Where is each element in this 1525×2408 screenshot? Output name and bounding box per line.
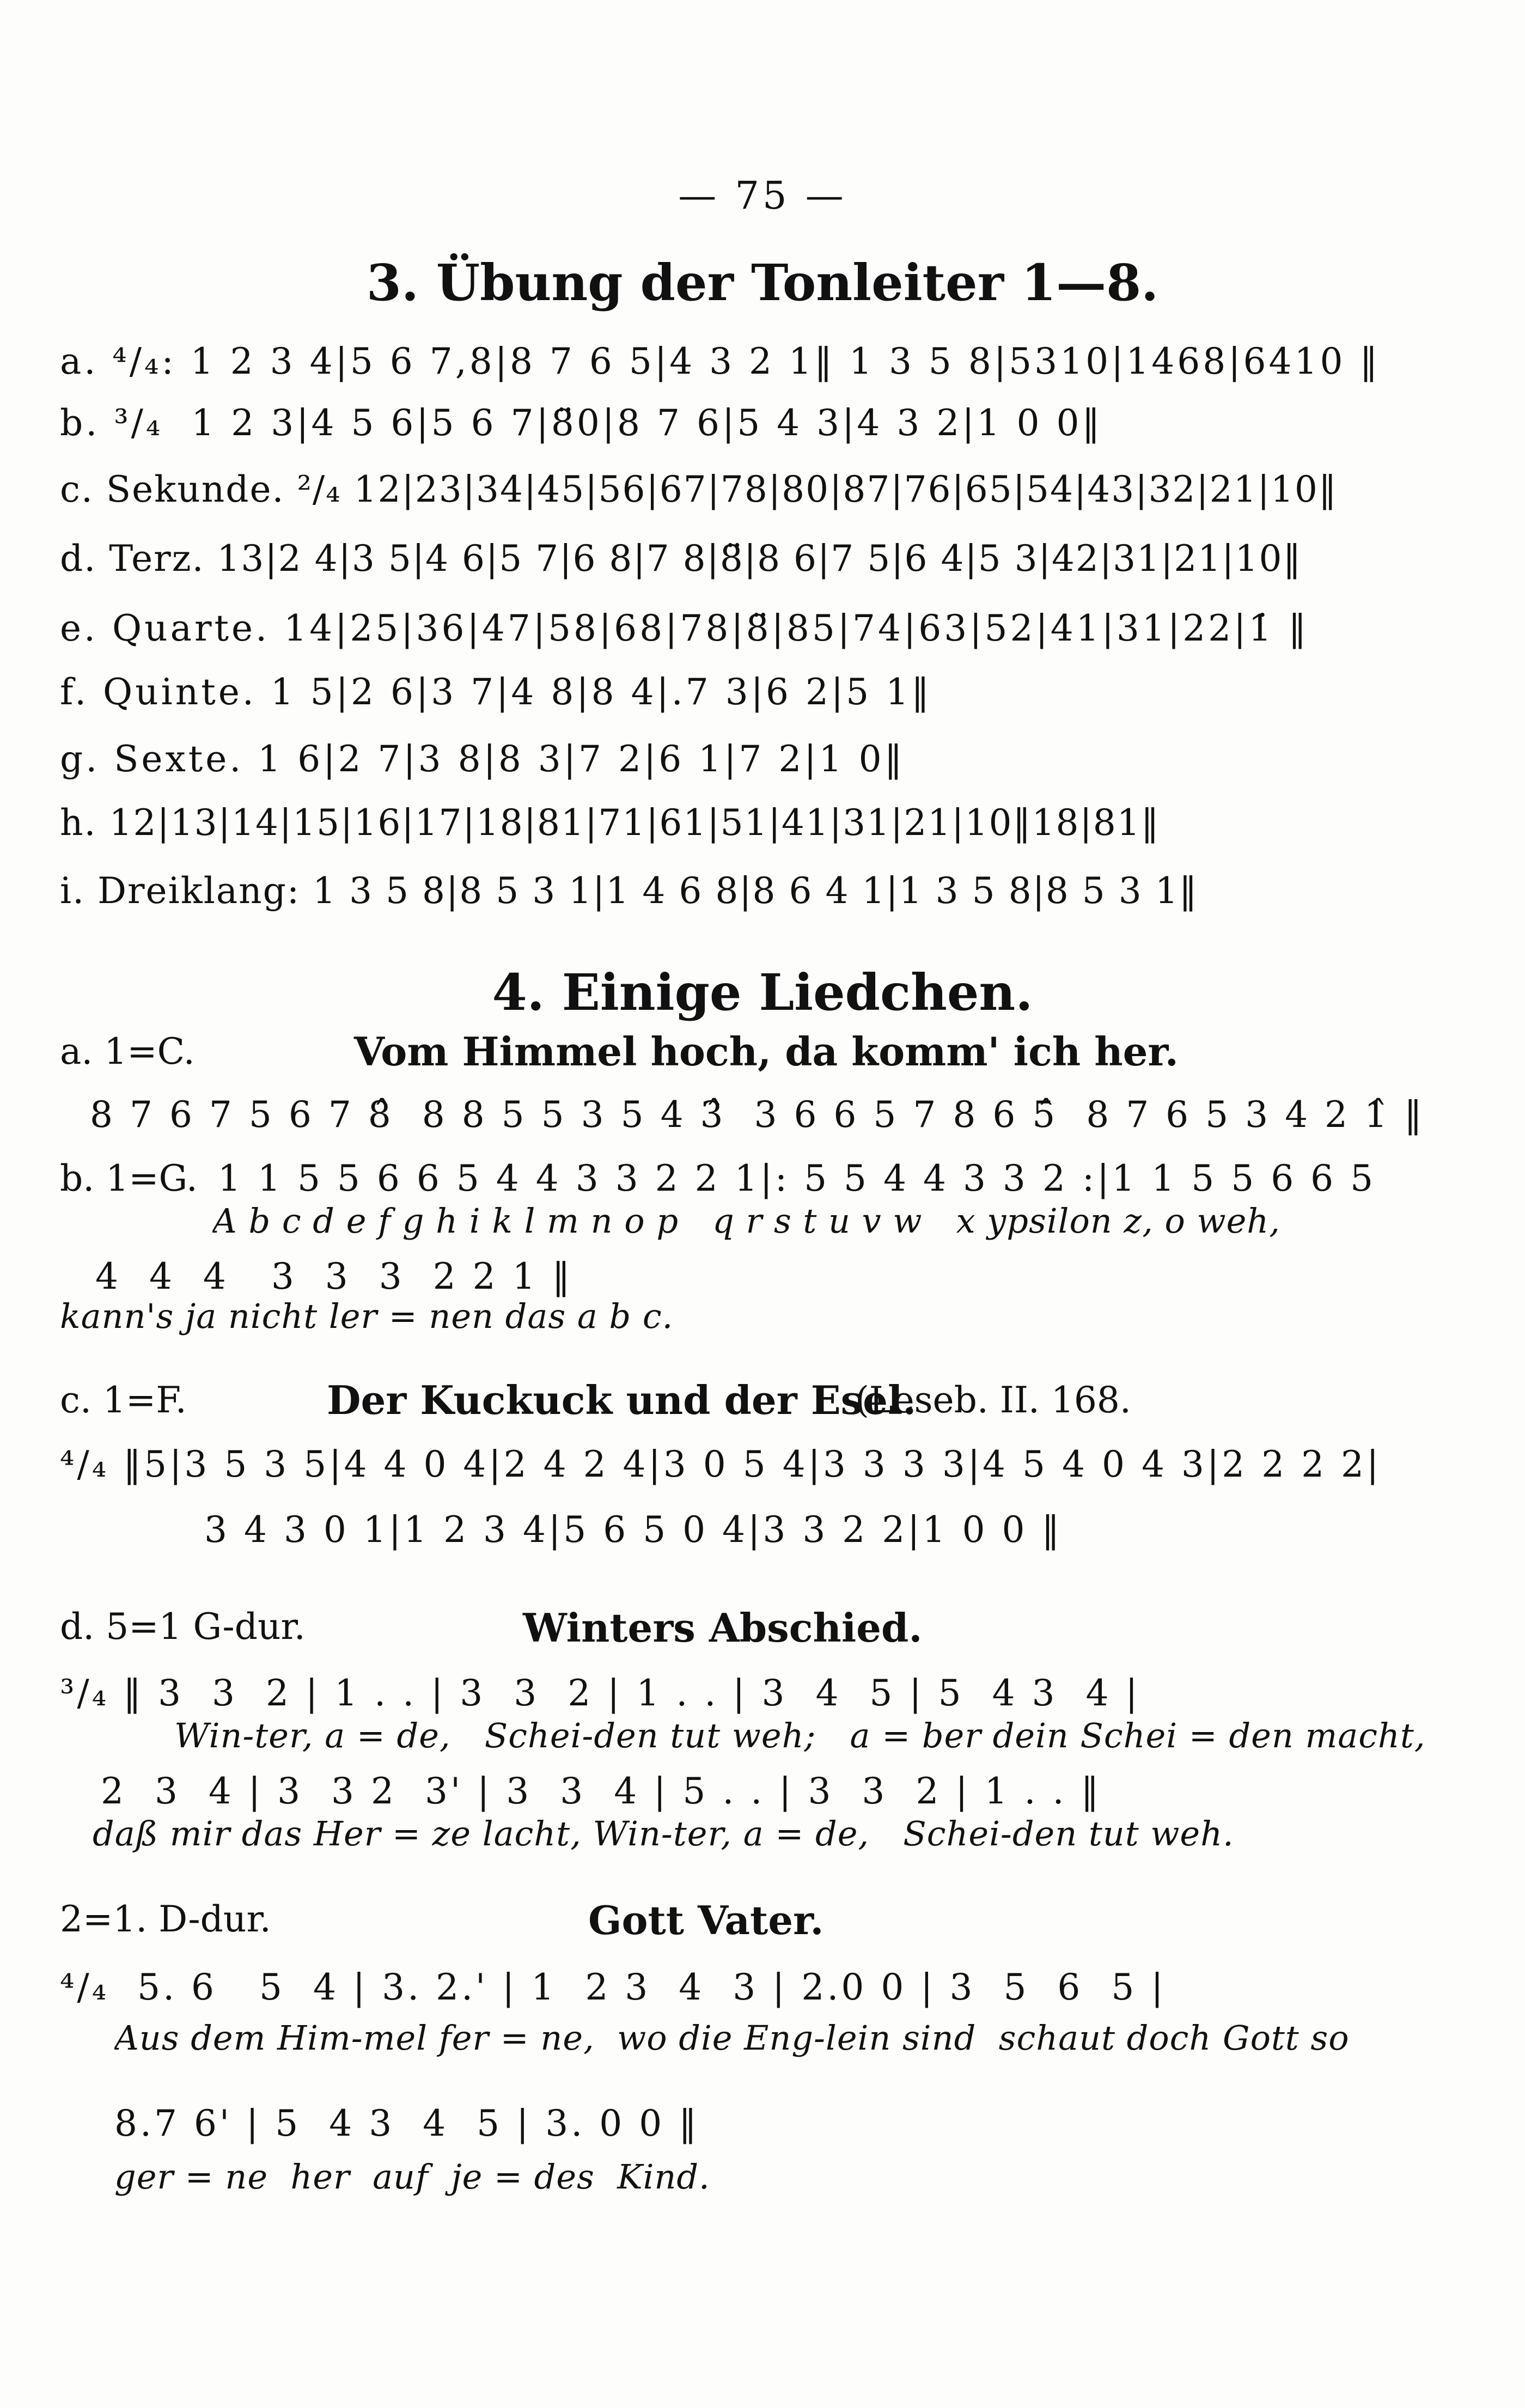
song-b-lyrics-2: kann's ja nicht ler = nen das a b c. (60, 1296, 674, 1336)
scale-exercise-g: g. Sexte. 1 6|2 7|3 8|8 3|7 2|6 1|7 2|1 0‖ (60, 738, 905, 780)
song-e-notes-1: ⁴/₄ 5. 6 5 4 | 3. 2.' | 1 2 3 4 3 | 2.0 0 | 3 5 6 5 | (60, 1966, 1166, 2008)
song-b-lyrics-1: A b c d e f g h i k l m n o p q r s t u v w x ypsilon z, o weh, (212, 1201, 1280, 1241)
song-d-lyrics-1: Win-ter, a = de, Schei-den tut weh; a = ber dein Schei = den macht, (174, 1716, 1426, 1755)
scale-exercise-a: a. ⁴/₄: 1 2 3 4|5 6 7,8|8 7 6 5|4 3 2 1‖ 1 3 5 8|5310|1468|6410 ‖ (60, 340, 1381, 382)
page-number: — 75 — (678, 173, 847, 218)
song-e-notes-2: 8.7 6' | 5 4 3 4 5 | 3. 0 0 ‖ (114, 2102, 700, 2144)
song-d-notes-2: 2 3 4 | 3 3 2 3' | 3 3 4 | 5 . . | 3 3 2 | 1 . . ‖ (101, 1770, 1102, 1812)
song-e-label: 2=1. D-dur. (60, 1898, 271, 1940)
song-d-lyrics-2: daß mir das Her = ze lacht, Win-ter, a = de, Schei-den tut weh. (93, 1814, 1234, 1854)
song-c-reference: (Leseb. II. 168. (855, 1379, 1131, 1421)
song-d-notes-1: ³/₄ ‖ 3 3 2 | 1 . . | 3 3 2 | 1 . . | 3 4 5 | 5 4 3 4 | (60, 1672, 1140, 1714)
section-4-heading: 4. Einige Liedchen. (492, 963, 1033, 1022)
section-3-heading: 3. Übung der Tonleiter 1—8. (366, 253, 1159, 312)
song-b-notes-1: 1 1 5 5 6 6 5 4 4 3 3 2 2 1|: 5 5 4 4 3 3 2 :|1 1 5 5 6 6 5 (218, 1157, 1376, 1199)
song-c-label: c. 1=F. (60, 1379, 187, 1421)
scale-exercise-i: i. Dreiklang: 1 3 5 8|8 5 3 1|1 4 6 8|8 6 4 1|1 3 5 8|8 5 3 1‖ (60, 870, 1198, 912)
song-e-lyrics-1: Aus dem Him-mel fer = ne, wo die Eng-lein sind schaut doch Gott so (114, 2018, 1350, 2058)
scale-exercise-h: h. 12|13|14|15|16|17|18|81|71|61|51|41|31|21|10‖18|81‖ (60, 802, 1160, 844)
scale-exercise-d: d. Terz. 13|2 4|3 5|4 6|5 7|6 8|7 8|8̈|8 6|7 5|6 4|5 3|42|31|21|10‖ (60, 538, 1302, 580)
song-c-title: Der Kuckuck und der Esel. (327, 1377, 917, 1423)
scale-exercise-c: c. Sekunde. ²/₄ 12|23|34|45|56|67|78|80|87|76|65|54|43|32|21|10‖ (60, 468, 1338, 510)
song-d-title: Winters Abschied. (523, 1605, 923, 1651)
song-e-lyrics-2: ger = ne her auf je = des Kind. (114, 2157, 710, 2197)
song-d-label: d. 5=1 G-dur. (60, 1606, 306, 1648)
song-e-title: Gott Vater. (588, 1897, 824, 1943)
scale-exercise-e: e. Quarte. 14|25|36|47|58|68|78|8̈|85|74|63|52|41|31|22|1̇ ‖ (60, 607, 1309, 649)
song-a-title: Vom Himmel hoch, da komm' ich her. (354, 1028, 1179, 1075)
song-c-notes-1: ⁴/₄ ‖5|3 5 3 5|4 4 0 4|2 4 2 4|3 0 5 4|3 3 3 3|4 5 4 0 4 3|2 2 2 2| (60, 1443, 1382, 1485)
song-b-label: b. 1=G. (60, 1157, 198, 1199)
scale-exercise-f: f. Quinte. 1 5|2 6|3 7|4 8|8 4|.7 3|6 2|5 1‖ (60, 671, 932, 713)
song-c-notes-2: 3 4 3 0 1|1 2 3 4|5 6 5 0 4|3 3 2 2|1 0 0 ‖ (204, 1509, 1063, 1551)
song-b-notes-2: 4 4 4 3 3 3 2 2 1 ‖ (95, 1255, 573, 1297)
song-a-label: a. 1=C. (60, 1031, 195, 1072)
song-a-notes: 8 7 6 7 5 6 7 8̂ 8 8 5 5 3 5 4 3̂ 3 6 6 5 7 8 6 5̂ 8 7 6 5 3 4 2 1̂ ‖ (90, 1094, 1425, 1136)
scale-exercise-b: b. ³/₄ 1 2 3|4 5 6|5 6 7|8̈0|8 7 6|5 4 3|4 3 2|1 0 0‖ (60, 402, 1103, 444)
